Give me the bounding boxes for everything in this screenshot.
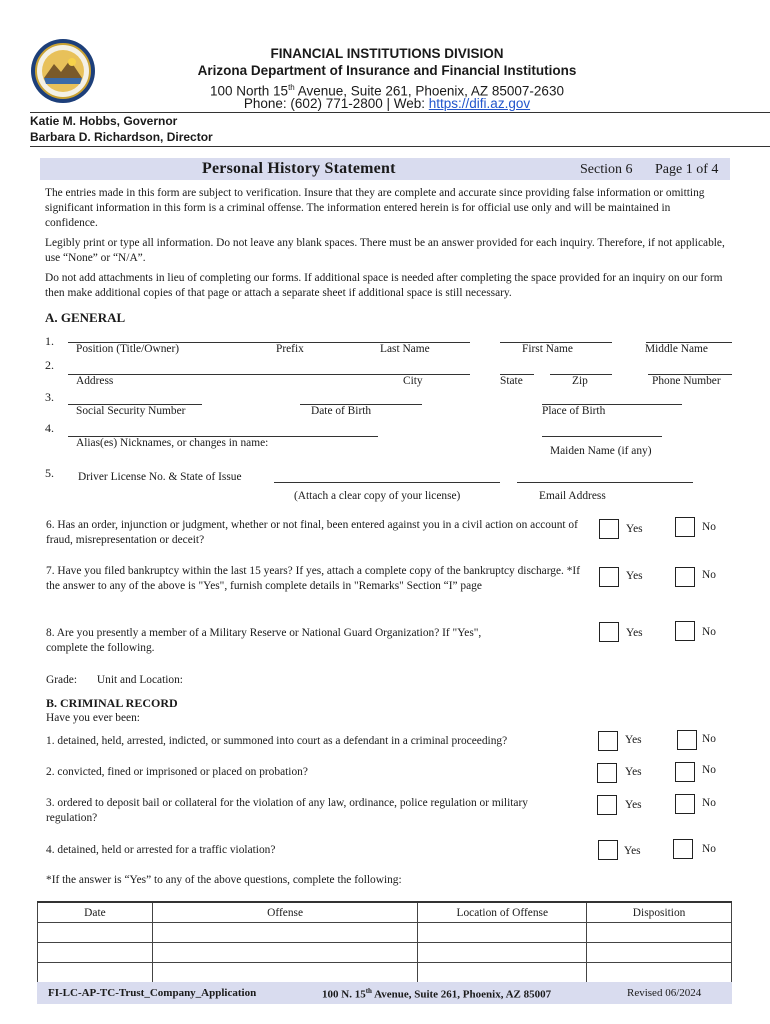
city-label: City [403,375,423,387]
cq1-yes-label: Yes [625,734,642,746]
disposition-header: Disposition [587,902,732,923]
intro-paragraph-1: The entries made in this form are subject to verification. Insure that they are complete and accurate since providing false information or omitting significant information in this form is a criminal offense. The information entered herein is for official use only and will be maintained in confidence. [45,187,705,229]
criminal-question-2: 2. convicted, fined or imprisoned or placed on probation? [46,766,308,778]
table-row [38,923,732,943]
governor-name: Katie M. Hobbs, Governor [30,114,178,128]
question-6: 6. Has an order, injunction or judgment, whether or not final, been entered against you in a civil action on account of fraud, misrepresentation or deceit? [46,519,578,546]
web-link[interactable]: https://difi.az.gov [428,96,531,111]
cq2-no-checkbox[interactable] [675,762,695,782]
table-row [38,963,732,983]
footer-form-id: FI-LC-AP-TC-Trust_Company_Application [48,987,257,999]
table-cell[interactable] [152,963,418,983]
phone-text: Phone: (602) 771-2800 | Web: [243,96,429,111]
table-cell[interactable] [418,943,587,963]
q6-yes-checkbox[interactable] [599,519,619,539]
q7-yes-checkbox[interactable] [599,567,619,587]
intro-paragraph-2: Legibly print or type all information. Do not leave any blank spaces. There must be an answer provided for each inquiry. Therefore, if not applicable, use “None” or “N/A”. [45,237,725,264]
driver-license-label: Driver License No. & State of Issue [78,471,242,483]
table-cell[interactable] [38,923,153,943]
state-label: State [500,375,523,387]
table-row [38,943,732,963]
phone-number-label: Phone Number [652,375,721,387]
row-number-2: 2. [45,358,54,372]
footer-revised: Revised 06/2024 [627,987,702,999]
last-name-label: Last Name [380,343,430,355]
zip-label: Zip [572,375,588,387]
email-line[interactable] [517,482,693,483]
grade-unit-line: Grade: Unit and Location: [46,674,183,686]
question-7: 7. Have you filed bankruptcy within the last 15 years? If yes, attach a complete copy of the bankruptcy discharge. *If the answer to any of the above is "Yes", furnish complete details in "Remarks" Section “I” page [46,565,581,592]
table-cell[interactable] [418,963,587,983]
q7-no-label: No [702,569,716,581]
department-contact [170,96,604,112]
location-header: Location of Offense [418,902,587,923]
footer-address: 100 N. 15th Avenue, Suite 261, Phoenix, AZ 85007 [322,987,552,1001]
maiden-name-line[interactable] [542,436,662,437]
criminal-note: *If the answer is “Yes” to any of the above questions, complete the following: [46,874,402,886]
q8-yes-label: Yes [626,627,643,639]
q6-yes-label: Yes [626,523,643,535]
cq2-yes-checkbox[interactable] [597,763,617,783]
general-heading: A. GENERAL [45,310,126,325]
table-cell[interactable] [587,923,732,943]
table-cell[interactable] [587,963,732,983]
ssn-label: Social Security Number [76,405,186,417]
q6-no-label: No [702,521,716,533]
criminal-question-4: 4. detained, held or arrested for a traffic violation? [46,844,276,856]
question-8: 8. Are you presently a member of a Military Reserve or National Guard Organization? If "Yes", complete the following. [46,627,482,654]
table-cell[interactable] [418,923,587,943]
department-address: 100 North 15th Avenue, Suite 261, Phoenix, AZ 85007-2630 [210,83,564,99]
q8-no-label: No [702,626,716,638]
cq2-no-label: No [702,764,716,776]
address-label: Address [76,375,114,387]
offense-header: Offense [152,902,418,923]
maiden-name-label: Maiden Name (if any) [550,445,652,457]
cq3-no-label: No [702,797,716,809]
criminal-question-3: 3. ordered to deposit bail or collateral for the violation of any law, ordinance, police regulation or military regulation? [46,797,528,824]
criminal-record-table [37,901,732,983]
row-number-5: 5. [45,466,54,480]
division-name: FINANCIAL INSTITUTIONS DIVISION [270,46,504,61]
section-label: Section 6 [580,162,633,177]
criminal-heading: B. CRIMINAL RECORD [46,696,178,710]
intro-paragraph-3: Do not add attachments in lieu of completing our forms. If additional space is needed after completing the space provided for an inquiry on our form then make additional copies of that page or attach a separate sheet if additional space is still necessary. [45,272,723,299]
cq1-no-checkbox[interactable] [677,730,697,750]
cq4-no-checkbox[interactable] [673,839,693,859]
date-header: Date [38,902,153,923]
cq3-yes-checkbox[interactable] [597,795,617,815]
row-number-1: 1. [45,334,54,348]
cq3-no-checkbox[interactable] [675,794,695,814]
dob-label: Date of Birth [311,405,372,417]
attach-license-note: (Attach a clear copy of your license) [294,490,461,502]
cq1-no-label: No [702,733,716,745]
q7-yes-label: Yes [626,570,643,582]
arizona-seal-logo [30,38,96,104]
cq3-yes-label: Yes [625,799,642,811]
row-number-4: 4. [45,421,54,435]
middle-name-label: Middle Name [645,343,708,355]
row-number-3: 3. [45,390,54,404]
cq2-yes-label: Yes [625,766,642,778]
page-label: Page 1 of 4 [655,162,719,177]
cq4-yes-checkbox[interactable] [598,840,618,860]
q7-no-checkbox[interactable] [675,567,695,587]
cq4-no-label: No [702,843,716,855]
prefix-label: Prefix [276,343,304,355]
aliases-label: Alias(es) Nicknames, or changes in name: [76,437,269,449]
q6-no-checkbox[interactable] [675,517,695,537]
table-cell[interactable] [587,943,732,963]
q8-no-checkbox[interactable] [675,621,695,641]
first-name-label: First Name [522,343,573,355]
table-header-row [38,902,732,923]
position-label: Position (Title/Owner) [76,343,180,355]
table-cell[interactable] [152,923,418,943]
driver-license-line[interactable] [274,482,500,483]
cq1-yes-checkbox[interactable] [598,731,618,751]
director-name: Barbara D. Richardson, Director [30,130,213,144]
email-label: Email Address [539,490,606,502]
officials-divider [30,146,770,147]
q8-yes-checkbox[interactable] [599,622,619,642]
cq4-yes-label: Yes [624,845,641,857]
pob-label: Place of Birth [542,405,606,417]
table-cell[interactable] [152,943,418,963]
table-cell[interactable] [38,963,153,983]
department-name: Arizona Department of Insurance and Financial Institutions [197,63,577,78]
criminal-question-1: 1. detained, held, arrested, indicted, or summoned into court as a defendant in a criminal proceeding? [46,735,508,747]
form-title: Personal History Statement [202,160,396,177]
table-cell[interactable] [38,943,153,963]
criminal-subheading: Have you ever been: [46,712,140,724]
